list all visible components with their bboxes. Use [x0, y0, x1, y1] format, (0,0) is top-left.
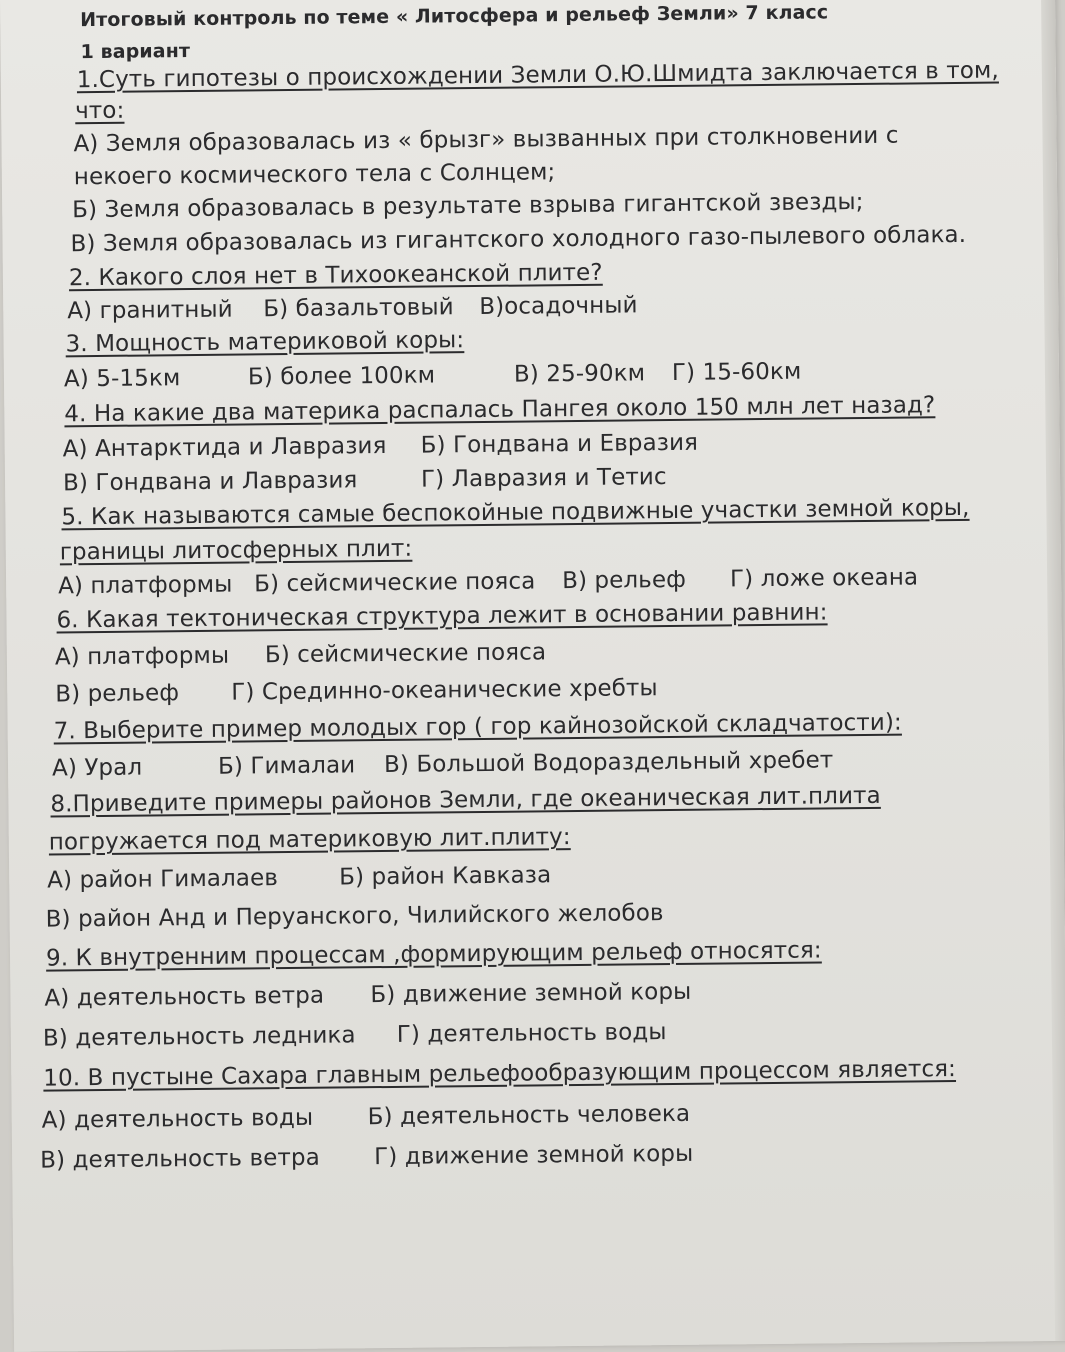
question-4: 4. На какие два материка распалась Пангея около 150 млн лет назад? [64, 392, 936, 428]
question-9-option-b: Б) движение земной коры [370, 978, 692, 1009]
question-3-option-a: А) 5-15км [63, 365, 181, 393]
question-8-option-b: Б) район Кавказа [339, 862, 552, 891]
variant-label: 1 вариант [80, 40, 191, 64]
question-9-option-a: А) деятельность ветра [44, 982, 325, 1012]
question-10-options-row-1 [42, 1099, 691, 1136]
question-3: 3. Мощность материковой коры: [65, 327, 465, 358]
question-1-line-1: 1.Суть гипотезы о происхождении Земли О.Ю.Шмидта заключается в том, [76, 57, 999, 94]
question-7-options [52, 745, 834, 783]
question-3-option-c: В) 25-90км [513, 360, 646, 388]
question-6-option-c: В) рельеф [55, 680, 180, 708]
question-6-option-d: Г) Срединно-океанические хребты [231, 675, 658, 706]
question-6: 6. Какая тектоническая структура лежит в основании равнин: [56, 599, 828, 634]
question-2: 2. Какого слоя нет в Тихоокеанской плите? [68, 259, 603, 292]
question-3-option-d: Г) 15-60км [671, 358, 802, 386]
question-2-option-a: А) гранитный [67, 296, 233, 325]
question-6-options-row-1 [55, 637, 547, 672]
question-1-option-a-cont: некоего космического тела с Солнцем; [73, 159, 556, 191]
question-1-option-a: А) Земля образовалась из « брызг» вызванных при столкновении с [73, 122, 899, 158]
question-10-option-c: В) деятельность ветра [40, 1144, 320, 1174]
question-3-option-b: Б) более 100км [247, 362, 436, 391]
document-title: Итоговый контроль по теме « Литосфера и рельеф Земли» 7 класс [80, 1, 829, 32]
question-9: 9. К внутренним процессам ,формирующим рельеф относятся: [45, 937, 822, 972]
question-3-options [64, 357, 802, 395]
question-4-option-d: Г) Лавразия и Тетис [420, 464, 667, 493]
question-8-option-c: В) район Анд и Перуанского, Чилийского желобов [45, 900, 664, 933]
question-9-options-row-2 [43, 1017, 667, 1054]
question-8-option-a: А) район Гималаев [47, 865, 279, 894]
question-10: 10. В пустыне Сахара главным рельефообразующим процессом является: [43, 1056, 957, 1092]
question-5-line-2: границы литосферных плит: [59, 535, 413, 566]
question-8-options-row-1 [47, 860, 551, 895]
question-4-option-c: В) Гондвана и Лавразия [62, 467, 358, 497]
question-2-options [67, 290, 638, 326]
question-1-option-c: В) Земля образовалась из гигантского холодного газо-пылевого облака. [70, 221, 967, 258]
paper-edge [1041, 0, 1065, 1341]
question-9-options-row-1 [44, 977, 691, 1014]
question-4-option-a: А) Антарктида и Лавразия [62, 432, 387, 463]
question-9-option-d: Г) деятельность воды [396, 1019, 667, 1048]
question-8-line-2: погружается под материковую лит.плиту: [48, 824, 571, 856]
question-10-option-d: Г) движение земной коры [374, 1140, 694, 1171]
question-5-options [58, 562, 918, 601]
question-6-option-a: А) платформы [54, 642, 230, 671]
question-5-line-1: 5. Как называются самые беспокойные подвижные участки земной коры, [61, 494, 970, 531]
question-7-option-c: В) Большой Водораздельный хребет [383, 747, 834, 779]
question-1-line-2: что: [75, 97, 125, 125]
question-10-options-row-2 [40, 1139, 693, 1176]
question-7-option-b: Б) Гималаи [217, 752, 356, 780]
question-5-option-c: В) рельеф [561, 566, 687, 595]
question-9-option-c: В) деятельность ледника [42, 1022, 356, 1052]
question-7-option-a: А) Урал [51, 754, 143, 782]
question-5-option-b: Б) сейсмические пояса [253, 568, 536, 598]
question-5-option-a: А) платформы [58, 571, 233, 600]
question-10-option-a: А) деятельность воды [41, 1104, 314, 1134]
question-1-option-b: Б) Земля образовалась в результате взрыва гигантской звезды; [72, 188, 864, 224]
question-5-option-d: Г) ложе океана [729, 564, 919, 593]
question-2-option-b: Б) базальтовый [263, 294, 454, 323]
question-6-options-row-2 [55, 673, 658, 709]
question-10-option-b: Б) деятельность человека [367, 1100, 691, 1131]
question-4-options-row-1 [63, 428, 699, 465]
question-4-options-row-2 [63, 462, 667, 498]
question-2-option-c: В)осадочный [479, 292, 638, 320]
question-6-option-b: Б) сейсмические пояса [264, 639, 547, 669]
question-8-line-1: 8.Приведите примеры районов Земли, где океаническая лит.плита [50, 782, 881, 818]
question-4-option-b: Б) Гондвана и Евразия [420, 429, 699, 459]
question-7: 7. Выберите пример молодых гор ( гор кайнозойской складчатости): [53, 709, 902, 745]
